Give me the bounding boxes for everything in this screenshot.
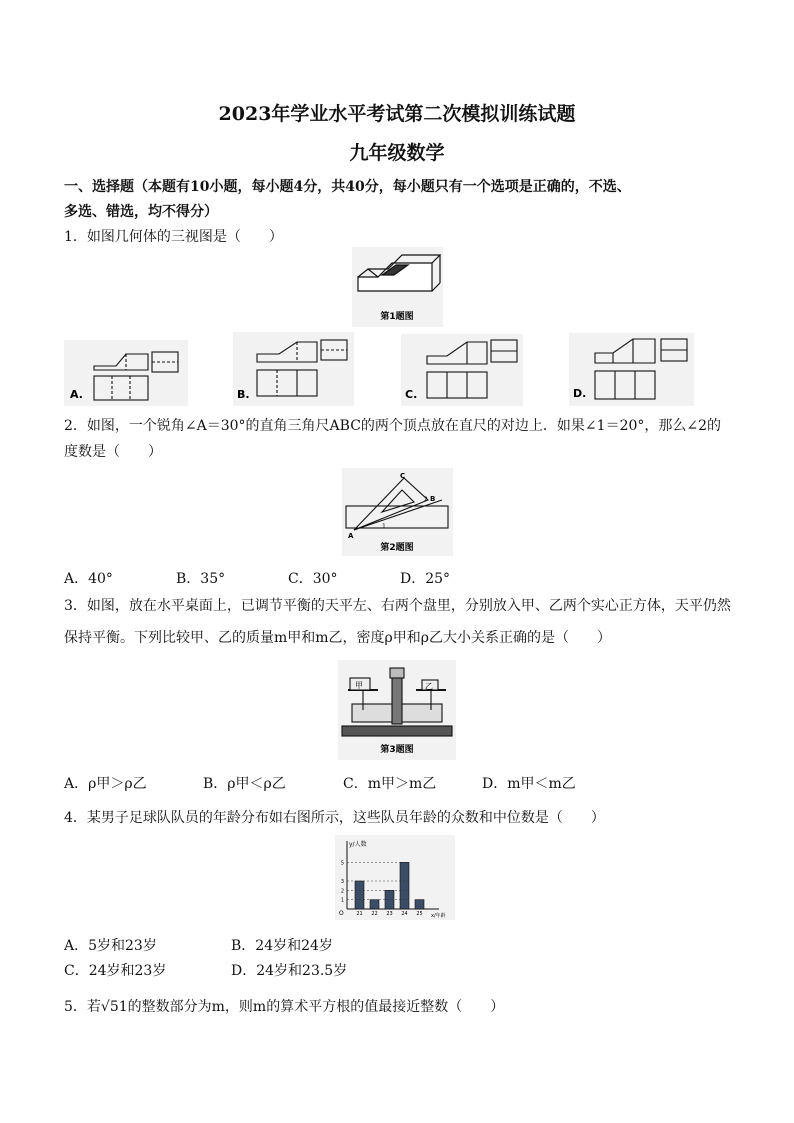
q4-option-b[interactable]: B．24岁和24岁 xyxy=(231,938,333,954)
bar-25 xyxy=(415,900,424,909)
q2-label-a: A xyxy=(348,532,354,540)
q1-option-d-label: D. xyxy=(573,387,587,400)
q2-figure xyxy=(342,468,453,556)
q3-label-jia: 甲 xyxy=(355,681,363,690)
q4-option-a[interactable]: A．5岁和23岁 xyxy=(64,938,157,954)
q1-caption: 第1题图 xyxy=(380,312,414,322)
q4-option-c[interactable]: C．24岁和23岁 xyxy=(64,963,167,979)
q4-text: 4．某男子足球队队员的年龄分布如右图所示，这些队员年龄的众数和中位数是（ ） xyxy=(64,810,605,826)
bar-21 xyxy=(355,881,364,909)
y-axis-label: y/人数 xyxy=(349,841,367,848)
q1-option-d[interactable] xyxy=(569,333,694,406)
y-tick-label: 1 xyxy=(340,897,344,904)
x-tick-label: 23 xyxy=(386,911,393,917)
q2-label-c: C xyxy=(400,472,406,480)
q2-text-line2: 度数是（ ） xyxy=(64,444,162,460)
section-heading-line1: 一、选择题（本题有10小题，每小题4分，共40分，每小题只有一个选项是正确的，不选、 xyxy=(64,179,631,195)
x-tick-label: 22 xyxy=(371,911,378,917)
section-heading-line2: 多选、错选，均不得分） xyxy=(64,204,218,220)
q2-option-d[interactable]: D．25° xyxy=(400,571,451,587)
q2-option-c[interactable]: C．30° xyxy=(288,571,338,587)
origin-label: O xyxy=(339,910,344,917)
q3-option-c[interactable]: C．m甲＞m乙 xyxy=(343,776,437,792)
q3-text-line1: 3．如图，放在水平桌面上，已调节平衡的天平左、右两个盘里，分别放入甲、乙两个实心正方体，天平仍然 xyxy=(64,598,731,614)
y-tick-label: 3 xyxy=(340,879,344,885)
q2-option-a[interactable]: A．40° xyxy=(64,571,113,587)
q3-figure xyxy=(338,660,456,760)
bar-24 xyxy=(400,862,409,909)
exam-subtitle: 九年级数学 xyxy=(349,142,445,164)
q1-option-b[interactable] xyxy=(233,332,354,406)
q3-label-yi: 乙 xyxy=(425,682,433,691)
y-tick-label: 5 xyxy=(340,860,344,867)
x-tick-label: 25 xyxy=(416,911,423,917)
q2-text-line1: 2．如图，一个锐角∠A＝30°的直角三角尺ABC的两个顶点放在直尺的对边上．如果∠1＝20°，那么∠2的 xyxy=(64,418,722,434)
y-tick-label: 2 xyxy=(340,888,344,895)
q1-option-a-label: A. xyxy=(70,388,83,401)
bar-22 xyxy=(370,900,379,909)
q2-option-b[interactable]: B．35° xyxy=(176,571,226,587)
q3-option-d[interactable]: D．m甲＜m乙 xyxy=(482,776,576,792)
q1-option-b-label: B. xyxy=(237,388,250,401)
q1-option-a[interactable] xyxy=(64,340,188,406)
q3-option-b[interactable]: B．ρ甲＜ρ乙 xyxy=(203,776,286,792)
q1-option-c-label: C. xyxy=(405,388,418,401)
q2-label-1: 1 xyxy=(382,523,386,530)
q2-label-2: 2 xyxy=(424,496,428,503)
exam-title: 2023年学业水平考试第二次模拟训练试题 xyxy=(218,103,576,125)
x-tick-label: 24 xyxy=(401,911,408,917)
x-axis-label: x/年龄 xyxy=(431,913,446,919)
q2-label-b: B xyxy=(430,495,436,503)
q4-option-d[interactable]: D．24岁和23.5岁 xyxy=(231,963,348,979)
q3-text-line2: 保持平衡。下列比较甲、乙的质量m甲和m乙，密度ρ甲和ρ乙大小关系正确的是（ ） xyxy=(64,630,612,646)
q1-option-c[interactable] xyxy=(401,334,523,406)
q2-caption: 第2题图 xyxy=(380,543,414,553)
q3-option-a[interactable]: A．ρ甲＞ρ乙 xyxy=(64,776,147,792)
x-tick-label: 21 xyxy=(356,911,363,917)
q1-figure xyxy=(352,247,443,327)
q3-caption: 第3题图 xyxy=(380,745,414,755)
q4-bar-chart xyxy=(335,835,455,920)
q5-text: 5．若√51的整数部分为m，则m的算术平方根的值最接近整数（ ） xyxy=(64,999,505,1015)
q1-text: 1．如图几何体的三视图是（ ） xyxy=(64,229,283,245)
